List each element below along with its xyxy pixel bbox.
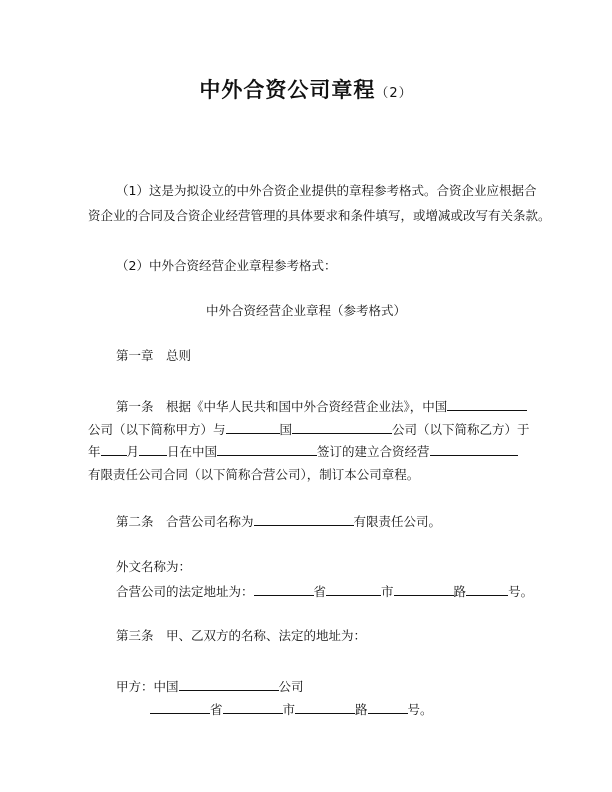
text: 日在中国 — [167, 444, 218, 459]
article-1-line-3 — [88, 443, 518, 460]
text: 公司（以下简称乙方）于 — [392, 422, 530, 437]
note-1-line-2: 资企业的合同及合资企业经营管理的具体要求和条件填写，或增减或改写有关条款。 — [88, 208, 551, 223]
text: 省 — [313, 584, 327, 599]
legal-address-line — [116, 583, 533, 600]
article-1-line-4: 有限责任公司合同（以下简称合营公司），制订本公司章程。 — [88, 467, 420, 482]
blank-field[interactable] — [223, 701, 283, 714]
article-3: 第三条 甲、乙双方的名称、法定的地址为： — [116, 628, 367, 643]
title-suffix: （2） — [375, 86, 413, 101]
article-2 — [116, 513, 441, 530]
text: 路 — [453, 584, 467, 599]
text: 签订的建立合资经营 — [317, 444, 430, 459]
blank-field[interactable] — [254, 583, 314, 596]
text: 市 — [282, 702, 296, 717]
document-title — [0, 74, 612, 104]
foreign-name-label: 外文名称为： — [116, 559, 192, 574]
text: 省 — [210, 702, 223, 717]
text: 公司 — [278, 679, 304, 694]
text: 公司（以下简称甲方）与 — [88, 422, 226, 437]
blank-field[interactable] — [150, 701, 210, 714]
blank-field[interactable] — [447, 398, 527, 411]
blank-field[interactable] — [394, 583, 454, 596]
blank-field[interactable] — [295, 701, 355, 714]
text: 号。 — [508, 584, 534, 599]
text: 路 — [355, 702, 368, 717]
text: 第二条 合营公司名称为 — [116, 514, 254, 529]
text: 有限责任公司。 — [353, 514, 442, 529]
blank-field[interactable] — [226, 421, 280, 434]
blank-field[interactable] — [254, 513, 354, 526]
party-a-line-2 — [150, 701, 433, 718]
blank-field[interactable] — [139, 443, 167, 456]
blank-field[interactable] — [368, 701, 408, 714]
blank-field[interactable] — [326, 583, 381, 596]
article-1-line-2 — [88, 421, 530, 438]
note-1-line-1: （1）这是为拟设立的中外合资企业提供的章程参考格式。合资企业应根据合 — [116, 183, 537, 198]
subtitle: 中外合资经营企业章程（参考格式） — [205, 303, 406, 318]
blank-field[interactable] — [101, 443, 127, 456]
note-2: （2）中外合资经营企业章程参考格式： — [116, 258, 337, 273]
blank-field[interactable] — [466, 583, 508, 596]
blank-field[interactable] — [217, 443, 317, 456]
blank-field[interactable] — [179, 678, 279, 691]
party-a-line-1 — [116, 678, 304, 695]
text: 甲方：中国 — [116, 679, 179, 694]
text: 国 — [279, 422, 293, 437]
article-1-line-1 — [116, 398, 527, 415]
blank-field[interactable] — [430, 443, 518, 456]
title-main: 中外合资公司章程 — [199, 78, 376, 102]
text: 月 — [126, 444, 140, 459]
blank-field[interactable] — [292, 421, 392, 434]
text: 合营公司的法定地址为： — [116, 584, 254, 599]
text: 第一条 根据《中华人民共和国中外合资经营企业法》，中国 — [116, 399, 448, 414]
text: 号。 — [407, 702, 433, 717]
chapter-heading: 第一章 总则 — [116, 348, 192, 363]
text: 市 — [381, 584, 394, 599]
text: 年 — [88, 444, 101, 459]
